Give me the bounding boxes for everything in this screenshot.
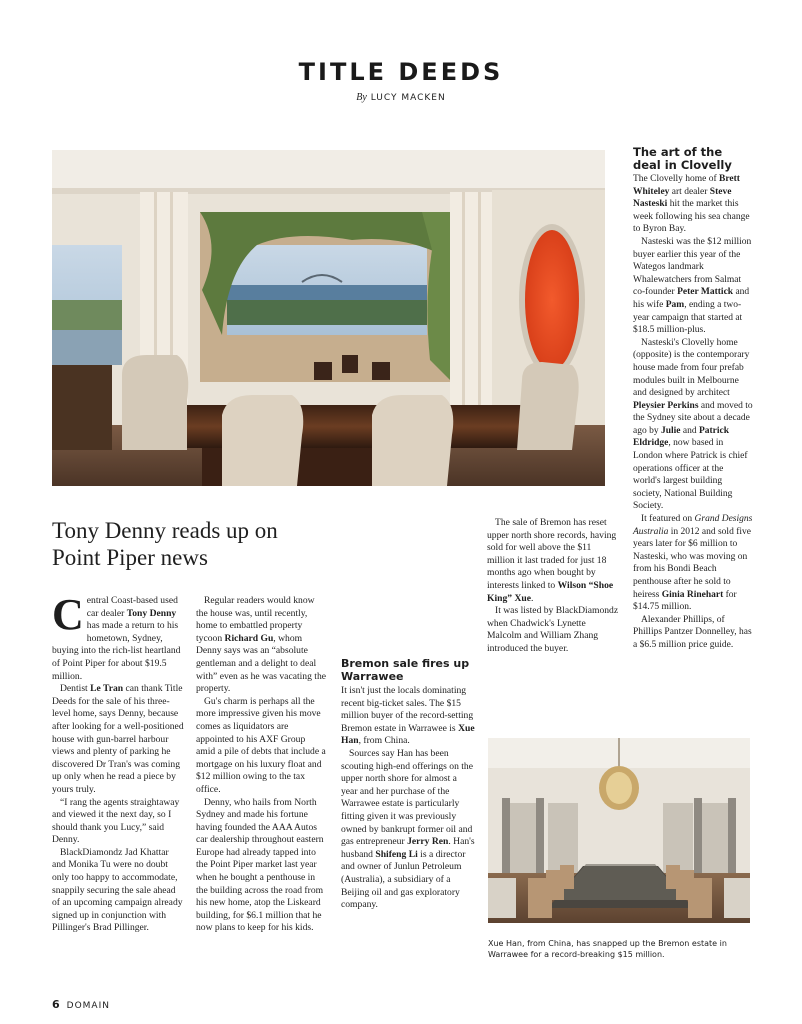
- article-column-4: [487, 517, 621, 656]
- clovelly-subhead: The art of the deal in Clovelly: [633, 145, 732, 172]
- paragraph: The Clovelly home of Brett Whiteley art dealer Steve Nasteski hit the market this week following his sea change to Byron Bay.: [633, 174, 750, 235]
- paragraph: The sale of Bremon has reset upper north shore records, having sold for well above the $11 million it last traded for just 18 months ago when bought by interests linked to Wilson “Shoe King” Xue.: [487, 517, 617, 604]
- byline: [0, 92, 802, 103]
- bremon-photo: [488, 738, 750, 923]
- photo-caption: Xue Han, from China, has snapped up the Bremon estate in Warrawee for a record-breaking $15 million.: [488, 939, 727, 959]
- bremon-subhead: Bremon sale fires up Warrawee: [341, 657, 470, 683]
- paragraph: Nasteski's Clovelly home (opposite) is the contemporary house made from four prefab modules built in Melbourne and designed by architect Pleysier Perkins and moved to the Sydney site about a decade ago by Julie and Patrick Eldridge, now based in London where Patrick is chief operations officer at the world's largest building society, National Building Society.: [633, 337, 753, 512]
- hero-photo-dining-room: [52, 150, 605, 486]
- paragraph: BlackDiamondz Jad Khattar and Monika Tu were no doubt only too happy to accommodate, snappily securing the sale ahead of an upcoming campaign already signed up in conjunction with Pillinger's Brad Pillinger.: [52, 846, 183, 934]
- byline-by: By: [356, 92, 367, 103]
- paragraph: Nasteski was the $12 million buyer earlier this year of the Wategos landmark Whalewatchers from Salmat co-founder Peter Mattick and his wife Pam, ending a two-year campaign that started at $18.5 million-plus.: [633, 236, 752, 336]
- page-footer: [52, 998, 110, 1011]
- paragraph: Alexander Phillips, of Phillips Pantzer Donnelley, has a $6.5 million price guide.: [633, 614, 752, 650]
- paragraph: Central Coast-based used car dealer Tony Denny has made a return to his hometown, Sydney, buying into the rich-list heartland of Point Piper for about $19.5 million.: [52, 590, 181, 682]
- paragraph: Dentist Le Tran can thank Title Deeds for the sale of his three-level home, says Denny, because after looking for a well-positioned house with gun-barrel harbour views and plenty of parking he discovered Dr Tran's was coming up only when he read a piece by yours truly.: [52, 683, 184, 795]
- paragraph: Gu's charm is perhaps all the more impressive given his move comes as liquidators are appointed to his AXF Group amid a pile of debts that include a mortgage on his luxury float and $12 million owing to the tax office.: [196, 695, 326, 795]
- page-title: TITLE DEEDS: [298, 58, 504, 86]
- section-name: DOMAIN: [66, 1001, 110, 1011]
- byline-author: LUCY MACKEN: [370, 93, 446, 103]
- paragraph: It isn't just the locals dominating recent big-ticket sales. The $15 million buyer of the record-setting Bremon estate in Warrawee is Xue Han, from China.: [341, 685, 475, 747]
- article-column-1: [52, 590, 184, 935]
- page-number: 6: [52, 998, 61, 1011]
- headline: Tony Denny reads up on Point Piper news: [52, 518, 278, 570]
- paragraph: It featured on Grand Designs Australia in 2012 and sold five years later for $6 million to Nasteski, who was moving on from his Bondi Beach penthouse after he sold to heiress Ginia Rinehart for $14.75 million.: [633, 514, 753, 613]
- paragraph: “I rang the agents straightaway and viewed it the next day, so I should thank you Lucy,” said Denny.: [52, 796, 180, 846]
- paragraph: Sources say Han has been scouting high-end offerings on the upper north shore for almost a year and her purchase of the Warrawee estate is particularly fitting given it was previously owned by bankrupt former oil and gas entrepreneur Jerry Ren. Han's husband Shifeng Li is a director and owner of Junlun Petroleum (Australia), a subsidiary of a Beijing oil and gas exploratory company.: [341, 747, 475, 911]
- paragraph: It was listed by BlackDiamondz when Chadwick's Lynette Malcolm and William Zhang introduced the buyer.: [487, 605, 619, 654]
- paragraph: Denny, who hails from North Sydney and made his fortune having founded the AAA Autos car dealership throughout eastern Europe had already tapped into the Point Piper market last year when he bought a penthouse in the building across the road from his new home, atop the Liskeard building, for $6.1 million that he now plans to keep for his kids.: [196, 796, 324, 934]
- drop-cap: C: [52, 590, 84, 639]
- paragraph: Regular readers would know the house was, until recently, home to embattled property tycoon Richard Gu, whom Denny says was an “absolute gentleman and a delight to deal with” even as he was vacating the property.: [196, 595, 326, 695]
- article-column-3: [341, 517, 475, 912]
- sidebar-article-clovelly: [633, 146, 753, 652]
- article-column-2: [196, 595, 326, 935]
